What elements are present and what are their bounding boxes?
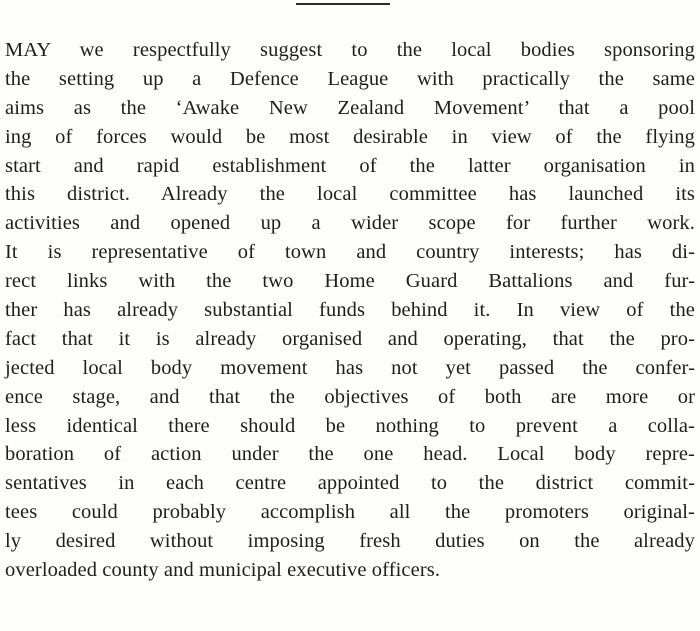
article-line: It is representative of town and country interests; has di- [5,241,695,264]
article-line: boration of action under the one head. Local body repre- [5,443,695,466]
article-line: jected local body movement has not yet passed the confer- [5,356,695,379]
article-line: this district. Already the local committee has launched its [5,183,695,206]
article-line: less identical there should be nothing to prevent a colla- [5,414,695,437]
article-body [5,36,695,585]
article-line: start and rapid establishment of the latter organisation in [5,154,695,177]
article-line: rect links with the two Home Guard Battalions and fur- [5,270,695,293]
article-line: tees could probably accomplish all the promoters original- [5,501,695,524]
article-line: aims as the ‘Awake New Zealand Movement’ that a pool [5,96,695,119]
article-line: sentatives in each centre appointed to the district commit- [5,472,695,495]
article-line: overloaded county and municipal executive officers. [5,559,441,582]
article-line: ence stage, and that the objectives of both are more or [5,385,695,408]
article-line: the setting up a Defence League with practically the same [5,67,695,90]
article-line: ing of forces would be most desirable in view of the flying [5,125,695,148]
article-line: fact that it is already organised and operating, that the pro- [5,327,695,350]
article-line: MAY we respectfully suggest to the local bodies sponsoring [5,39,695,61]
top-rule [296,3,390,5]
article-line: activities and opened up a wider scope for further work. [5,212,695,235]
article-line: ther has already substantial funds behind it. In view of the [5,299,695,322]
article-line: ly desired without imposing fresh duties on the already [5,530,695,553]
